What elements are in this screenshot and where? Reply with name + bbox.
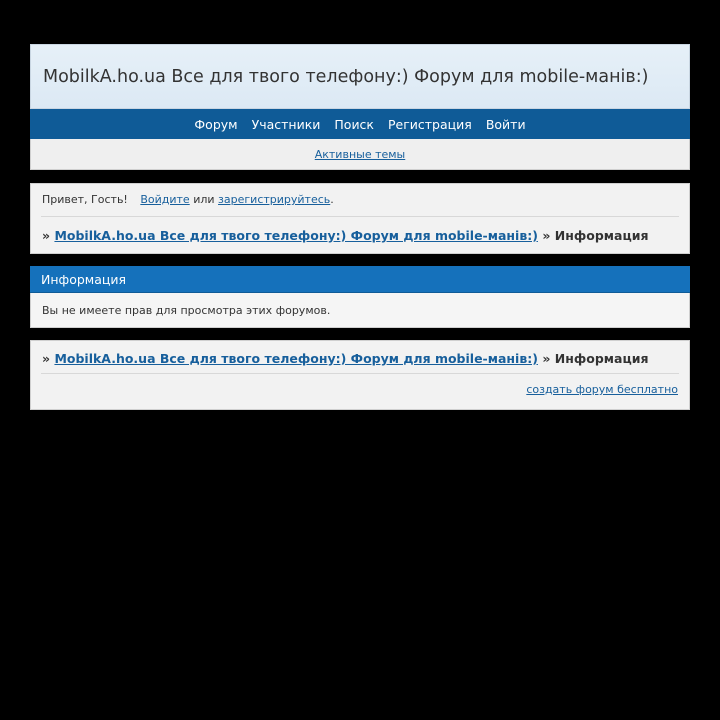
breadcrumb-prefix: » [42,228,51,243]
breadcrumb-current: Информация [554,351,649,366]
nav-item-members[interactable]: Участники [251,116,321,132]
guest-greeting: Привет, Гость! [42,193,128,206]
page-container [30,44,690,396]
guest-panel [30,183,690,254]
panel-divider [41,373,679,374]
create-forum-link[interactable]: создать форум бесплатно [526,383,678,396]
info-header: Информация [30,266,690,293]
active-topics-link[interactable]: Активные темы [314,147,406,161]
login-link[interactable]: Войдите [140,193,190,206]
site-header [30,44,690,109]
breadcrumb [42,228,649,243]
breadcrumb-home-link[interactable]: MobilkA.ho.ua Все для твого телефону:) Форум для mobile-манів:) [54,228,538,243]
panel-divider [41,216,679,217]
breadcrumb-prefix: » [42,351,51,366]
nav-item-forum[interactable]: Форум [194,116,238,132]
info-body [30,293,690,328]
nav-item-search[interactable]: Поиск [334,116,374,132]
greeting-period: . [330,193,334,206]
breadcrumb-home-link[interactable]: MobilkA.ho.ua Все для твого телефону:) Форум для mobile-манів:) [54,351,538,366]
register-link[interactable]: зарегистрируйтесь [218,193,331,206]
breadcrumb-separator: » [542,351,551,366]
footer-breadcrumb [42,351,649,366]
info-message: Вы не имеете прав для просмотра этих форумов. [42,304,331,317]
breadcrumb-separator: » [542,228,551,243]
nav-item-login[interactable]: Войти [485,116,526,132]
guest-greeting-line [42,193,334,206]
site-title: MobilkA.ho.ua Все для твого телефону:) Форум для mobile-манів:) [43,67,649,87]
main-navbar [30,109,690,139]
nav-item-register[interactable]: Регистрация [387,116,472,132]
sub-navbar [30,139,690,170]
or-text: или [193,193,215,206]
footer-panel [30,340,690,410]
breadcrumb-current: Информация [554,228,649,243]
